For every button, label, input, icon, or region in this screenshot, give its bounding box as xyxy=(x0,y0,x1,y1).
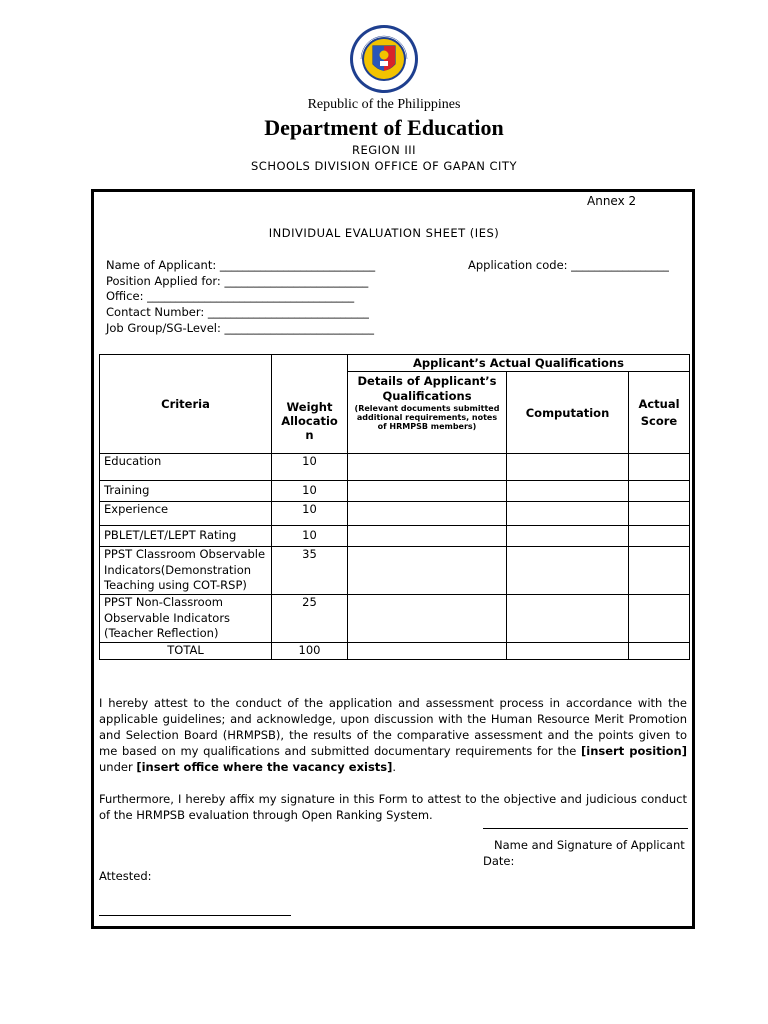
header-actual-score: Actual Score xyxy=(629,372,690,454)
table-row xyxy=(100,502,690,526)
criteria-cell: Training xyxy=(100,481,272,502)
criteria-cell: PBLET/LET/LEPT Rating xyxy=(100,526,272,547)
republic-heading: Republic of the Philippines xyxy=(307,97,461,112)
details-cell[interactable] xyxy=(348,454,507,481)
applicant-signature-line[interactable] xyxy=(483,828,688,829)
date-label: Date: xyxy=(483,854,515,868)
header-criteria: Criteria xyxy=(100,355,272,454)
signature-label: Name and Signature of Applicant xyxy=(494,838,685,852)
attested-signature-line[interactable] xyxy=(99,915,291,916)
region-heading: REGION III xyxy=(351,143,417,157)
insert-office-placeholder: [insert office where the vacancy exists] xyxy=(136,760,393,774)
contact-number-field[interactable]: Contact Number: ____________________________ xyxy=(106,305,369,320)
header-weight: Weight Allocatio n xyxy=(272,355,348,454)
details-cell[interactable] xyxy=(348,502,507,526)
score-cell[interactable] xyxy=(629,454,690,481)
score-cell[interactable] xyxy=(629,526,690,547)
office-field[interactable]: Office: ____________________________________ xyxy=(106,289,355,304)
weight-cell: 10 xyxy=(272,526,348,547)
weight-cell: 10 xyxy=(272,481,348,502)
computation-cell[interactable] xyxy=(507,643,629,660)
division-heading: SCHOOLS DIVISION OFFICE OF GAPAN CITY xyxy=(251,159,517,173)
computation-cell[interactable] xyxy=(507,526,629,547)
affirmation-paragraph: Furthermore, I hereby affix my signature in this Form to attest to the objective and judicious conduct of the HRMPSB evaluation through Open Ranking System. xyxy=(99,792,687,822)
weight-cell: 25 xyxy=(272,595,348,643)
insert-position-placeholder: [insert position] xyxy=(581,744,687,758)
position-applied-field[interactable]: Position Applied for: _________________________ xyxy=(106,273,369,288)
score-cell[interactable] xyxy=(629,481,690,502)
criteria-cell: Experience xyxy=(100,502,272,526)
score-cell[interactable] xyxy=(629,502,690,526)
details-cell[interactable] xyxy=(348,547,507,595)
weight-cell: 10 xyxy=(272,454,348,481)
table-row xyxy=(100,454,690,481)
job-group-field[interactable]: Job Group/SG-Level: __________________________ xyxy=(106,320,375,335)
total-label: TOTAL xyxy=(100,643,272,660)
applicant-info xyxy=(106,258,375,337)
computation-cell[interactable] xyxy=(507,454,629,481)
total-value: 100 xyxy=(272,643,348,660)
evaluation-table xyxy=(99,354,690,660)
computation-cell[interactable] xyxy=(507,595,629,643)
details-cell[interactable] xyxy=(348,643,507,660)
header-computation: Computation xyxy=(507,372,629,454)
department-heading: Department of Education xyxy=(264,115,504,140)
criteria-cell: PPST Classroom Observable Indicators(Demonstration Teaching using COT-RSP) xyxy=(100,547,272,595)
details-cell[interactable] xyxy=(348,595,507,643)
score-cell[interactable] xyxy=(629,595,690,643)
application-code-field[interactable]: Application code: _________________ xyxy=(468,258,669,272)
details-cell[interactable] xyxy=(348,481,507,502)
score-cell[interactable] xyxy=(629,643,690,660)
computation-cell[interactable] xyxy=(507,502,629,526)
header-actual-qualifications: Applicant’s Actual Qualifications xyxy=(348,355,690,372)
header-details-note: (Relevant documents submitted additional requirements, notes of HRMPSB members) xyxy=(354,404,500,431)
deped-seal-logo xyxy=(349,24,419,94)
details-cell[interactable] xyxy=(348,526,507,547)
annex-label: Annex 2 xyxy=(587,194,637,208)
computation-cell[interactable] xyxy=(507,481,629,502)
header-details: Details of Applicant’s Qualifications (Relevant documents submitted additional requirements, notes of HRMPSB members) xyxy=(348,372,507,454)
score-cell[interactable] xyxy=(629,547,690,595)
form-title: INDIVIDUAL EVALUATION SHEET (IES) xyxy=(268,226,500,240)
table-row xyxy=(100,547,690,595)
weight-cell: 35 xyxy=(272,547,348,595)
criteria-cell: PPST Non-Classroom Observable Indicators (Teacher Reflection) xyxy=(100,595,272,643)
table-row xyxy=(100,526,690,547)
table-row xyxy=(100,481,690,502)
computation-cell[interactable] xyxy=(507,547,629,595)
total-row xyxy=(100,643,690,660)
table-row xyxy=(100,595,690,643)
attested-label: Attested: xyxy=(99,869,152,883)
criteria-cell: Education xyxy=(100,454,272,481)
name-of-applicant-field[interactable]: Name of Applicant: ___________________________ xyxy=(106,258,376,272)
attestation-paragraph: I hereby attest to the conduct of the application and assessment process in accordance with the applicable guidelines; and acknowledge, upon discussion with the Human Resource Merit Promotion and Selection Board (HRMPSB), the results of the comparative assessment and the points given to me based on my qualifications and submitted documentary requirements for the [insert position] under [insert office where the vacancy exists]. xyxy=(99,696,687,774)
weight-cell: 10 xyxy=(272,502,348,526)
